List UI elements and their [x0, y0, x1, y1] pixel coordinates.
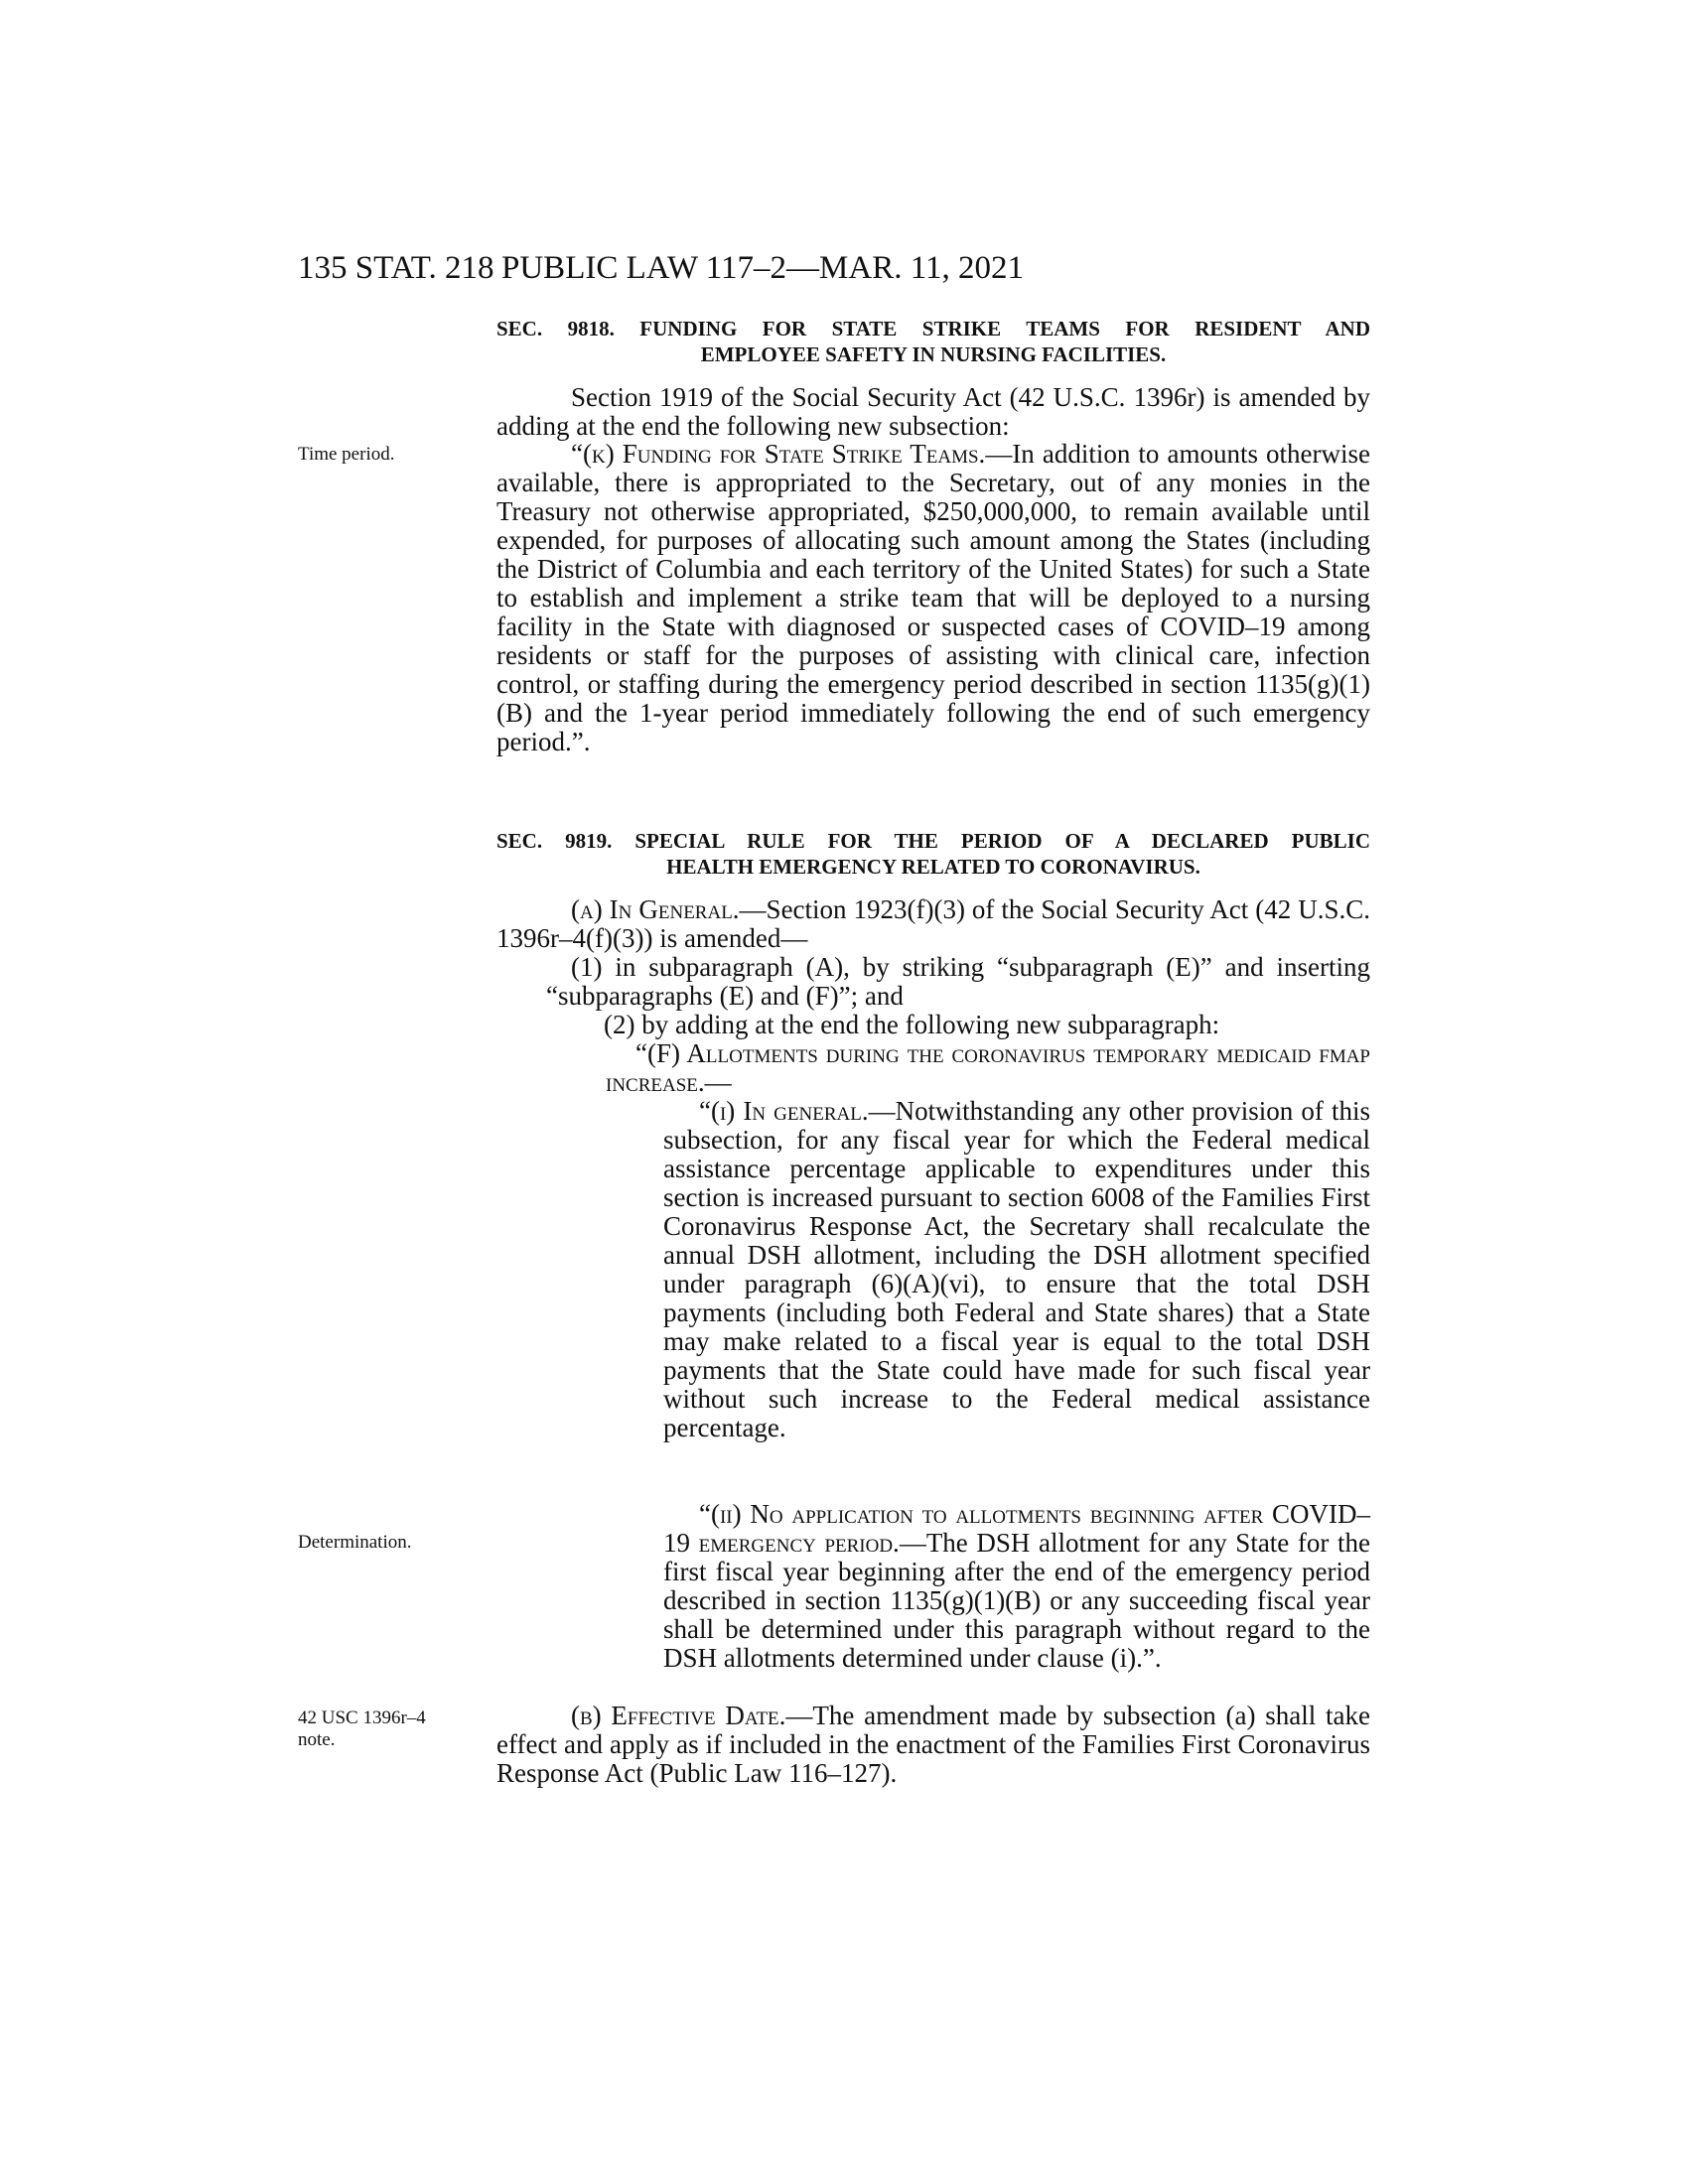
margin-note-determination: Determination.: [298, 1532, 412, 1553]
section-9818-intro: Section 1919 of the Social Security Act (42 U.S.C. 1396r) is amended by adding at the end the following new subsection:: [496, 382, 1370, 441]
clause-i-label: “(i) In general.: [699, 1096, 869, 1126]
subsection-b: [496, 1702, 1370, 1788]
margin-note-usc-line1: 42 USC 1396r–4: [298, 1707, 426, 1728]
subparagraph-F-dash: —: [704, 1067, 732, 1097]
clause-i: [663, 1097, 1370, 1442]
clause-ii-label: “(ii) No application to allotments beginning after COVID–19 emergency period.: [663, 1499, 1370, 1558]
subsection-b-label: (b) Effective Date.: [571, 1701, 786, 1730]
page-header: [298, 246, 1370, 290]
subsection-a: [496, 895, 1370, 953]
clause-ii: [663, 1500, 1370, 1673]
subsection-k-label: “(k) Funding for State Strike Teams.: [571, 439, 986, 469]
margin-note-time-period: Time period.: [298, 444, 395, 465]
margin-note-usc: [298, 1707, 477, 1751]
section-9819-heading-line1: SEC. 9819. SPECIAL RULE FOR THE PERIOD OF A DECLARED PUBLIC: [496, 829, 1370, 853]
paragraph-1: (1) in subparagraph (A), by striking “subparagraph (E)” and inserting “subparagraphs (E) and (F)”; and: [546, 952, 1370, 1011]
section-9818-heading-line1: SEC. 9818. FUNDING FOR STATE STRIKE TEAMS FOR RESIDENT AND: [496, 317, 1370, 341]
paragraph-2: (2) by adding at the end the following new subparagraph:: [604, 1010, 1220, 1039]
subsection-a-text: —Section 1923(f)(3) of the Social Security Act (42 U.S.C. 1396r–4(f)(3)) is amended—: [496, 894, 1370, 953]
subparagraph-F-label: “(F) Allotments during the coronavirus temporary medicaid fmap increase.: [606, 1038, 1370, 1097]
stat-page-number: 135 STAT. 218: [298, 250, 494, 286]
section-9819-heading: [496, 828, 1370, 880]
section-9819-heading-line2: HEALTH EMERGENCY RELATED TO CORONAVIRUS.: [666, 855, 1200, 879]
margin-note-usc-line2: note.: [298, 1729, 336, 1750]
subsection-b-text: —The amendment made by subsection (a) shall take effect and apply as if included in the enactment of the Families First Coronavirus Response Act (Public Law 116–127).: [496, 1701, 1370, 1788]
public-law-running-head: PUBLIC LAW 117–2—MAR. 11, 2021: [501, 250, 1024, 286]
subsection-k: [496, 440, 1370, 756]
subsection-k-text: —In addition to amounts otherwise available, there is appropriated to the Secretary, out of any monies in the Treasury not otherwise appropriated, $250,000,000, to remain available until expended, for purposes of allocating such amount among the States (including the District of Columbia and each territory of the United States) for such a State to establish and implement a strike team that will be deployed to a nursing facility in the State with diagnosed or suspected cases of COVID–19 among residents or staff for the purposes of assisting with clinical care, infection control, or staffing during the emergency period described in section 1135(g)(1)(B) and the 1-year period immediately following the end of such emergency period.”.: [496, 439, 1370, 756]
subparagraph-F: [606, 1039, 1370, 1097]
clause-i-text: —Notwithstanding any other provision of this subsection, for any fiscal year for which the Federal medical assistance percentage applicable to expenditures under this section is increased pursuant to section 6008 of the Families First Coronavirus Response Act, the Secretary shall recalculate the annual DSH allotment, including the DSH allotment specified under paragraph (6)(A)(vi), to ensure that the total DSH payments (including both Federal and State shares) that a State may make related to a fiscal year is equal to the total DSH payments that the State could have made for such fiscal year without such increase to the Federal medical assistance percentage.: [663, 1096, 1370, 1442]
subsection-a-label: (a) In General.: [571, 894, 740, 924]
section-9818-heading-line2: EMPLOYEE SAFETY IN NURSING FACILITIES.: [700, 342, 1167, 366]
clause-ii-text: —The DSH allotment for any State for the first fiscal year beginning after the end of the emergency period described in section 1135(g)(1)(B) or any succeeding fiscal year shall be determined under this paragraph without regard to the DSH allotments determined under clause (i).”.: [663, 1528, 1370, 1673]
section-9818-heading: [496, 316, 1370, 367]
